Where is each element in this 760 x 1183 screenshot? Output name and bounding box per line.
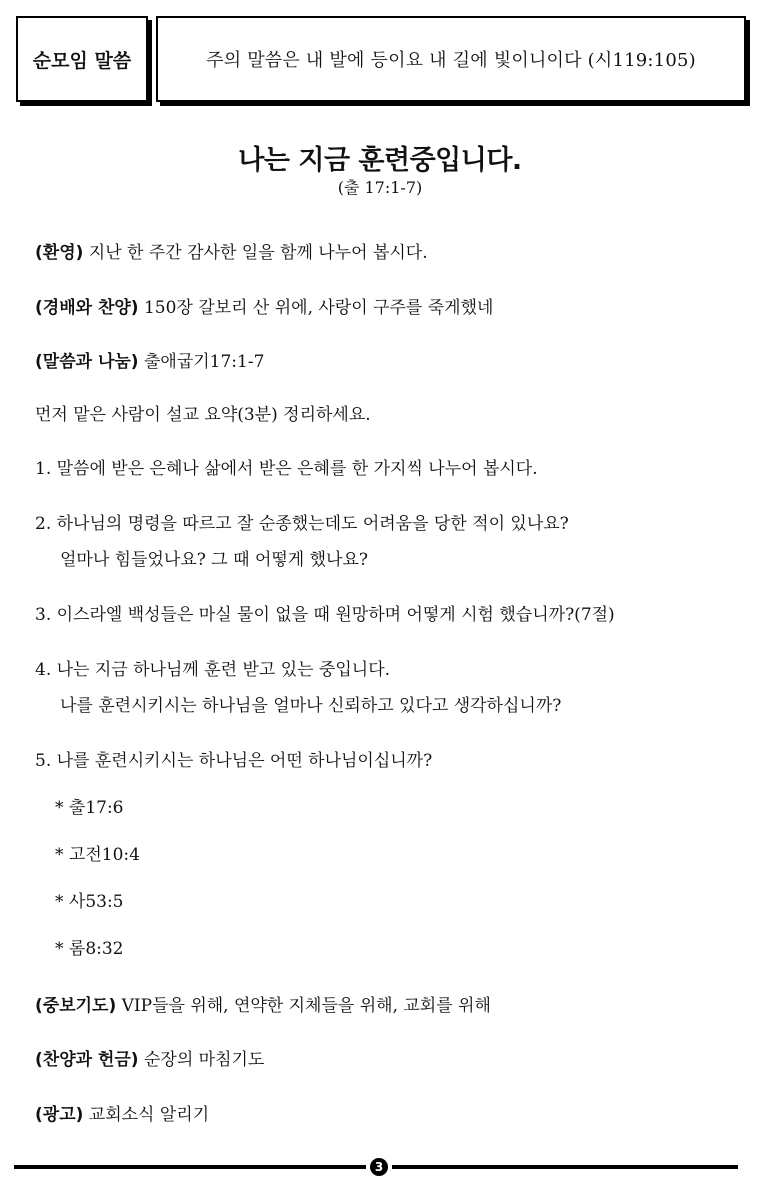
memory-verse-box: [156, 16, 746, 102]
welcome-text: 지난 한 주간 감사한 일을 함께 나누어 봅시다.: [83, 243, 428, 263]
question-4-followup: 나를 훈련시키시는 하나님을 얼마나 신뢰하고 있다고 생각하십니까?: [60, 696, 562, 716]
prayer-label: (중보기도): [35, 996, 117, 1016]
worship-label: (경배와 찬양): [35, 298, 139, 318]
question-1: 1. 말씀에 받은 은혜나 삶에서 받은 은혜를 한 가지씩 나누어 봅시다.: [35, 459, 538, 479]
question-2: 2. 하나님의 명령을 따르고 잘 순종했는데도 어려움을 당한 적이 있나요?: [35, 514, 569, 534]
question-4: 4. 나는 지금 하나님께 훈련 받고 있는 중입니다.: [35, 660, 391, 680]
prayer-text: VIP들을 위해, 연약한 지체들을 위해, 교회를 위해: [116, 996, 491, 1016]
reference-item: * 고전10:4: [55, 845, 140, 865]
question-5: 5. 나를 훈련시키시는 하나님은 어떤 하나님이십니까?: [35, 751, 433, 771]
question-3: 3. 이스라엘 백성들은 마실 물이 없을 때 원망하며 어떻게 시험 했습니까?(7절): [35, 605, 615, 625]
scripture-reference: (출 17:1-7): [337, 178, 423, 197]
intro-line: 먼저 맡은 사람이 설교 요약(3분) 정리하세요.: [35, 405, 371, 425]
question-2-followup: 얼마나 힘들었나요? 그 때 어떻게 했나요?: [60, 550, 368, 570]
reference-item: * 출17:6: [55, 798, 124, 818]
footer-rule-right: [392, 1165, 738, 1169]
notice-text: 교회소식 알리기: [83, 1105, 210, 1125]
welcome-label: (환영): [35, 243, 84, 263]
page-number: 3: [370, 1158, 388, 1176]
header-label: 순모임 말씀: [32, 49, 132, 72]
header: [16, 16, 752, 110]
word-line: [35, 347, 264, 372]
worship-line: [35, 293, 493, 318]
footer: [14, 1158, 738, 1176]
welcome-line: [35, 238, 428, 263]
memory-verse: 주의 말씀은 내 발에 등이요 내 길에 빛이니이다 (시119:105): [206, 50, 696, 71]
reference-item: * 사53:5: [55, 892, 124, 912]
footer-rule-left: [14, 1165, 366, 1169]
notice-line: [35, 1100, 209, 1125]
prayer-line: [35, 991, 491, 1016]
word-label: (말씀과 나눔): [35, 352, 139, 372]
worship-text: 150장 갈보리 산 위에, 사랑이 구주를 죽게했네: [138, 298, 494, 318]
page-title: 나는 지금 훈련중입니다.: [238, 145, 522, 176]
offering-text: 순장의 마침기도: [138, 1050, 265, 1070]
header-label-box: [16, 16, 148, 102]
reference-item: * 롬8:32: [55, 939, 124, 959]
offering-label: (찬양과 헌금): [35, 1050, 139, 1070]
offering-line: [35, 1045, 264, 1070]
notice-label: (광고): [35, 1105, 84, 1125]
word-text: 출애굽기17:1-7: [138, 352, 265, 372]
